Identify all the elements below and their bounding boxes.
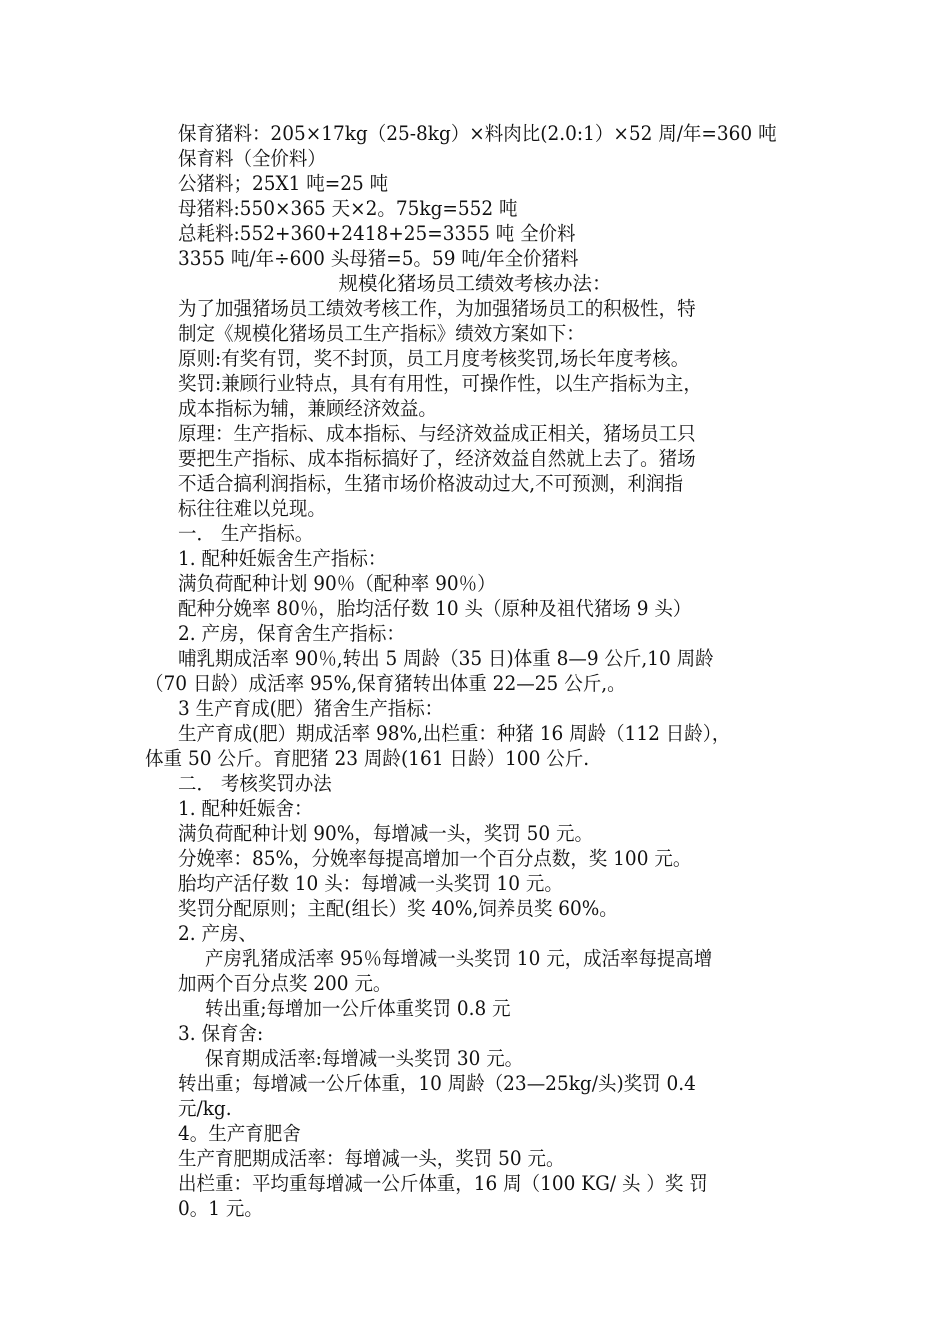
text-line: 哺乳期成活率 90％,转出 5 周龄（35 日)体重 8—9 公斤,10 周龄 (178, 647, 714, 670)
text-line: 3355 吨/年÷600 头母猪=5。59 吨/年全价猪料 (178, 247, 579, 270)
text-line: 分娩率：85%，分娩率每提高增加一个百分点数，奖 100 元。 (178, 847, 692, 870)
subsection-heading: 2. 产房，保育舍生产指标： (178, 622, 405, 645)
text-line: 奖罚分配原则；主配(组长）奖 40%,饲养员奖 60%。 (178, 897, 618, 920)
text-line: 体重 50 公斤。育肥猪 23 周龄(161 日龄）100 公斤. (145, 747, 590, 770)
subsection-heading: 3. 保育舍: (178, 1022, 264, 1045)
section-heading: 一． 生产指标。 (178, 522, 314, 545)
text-line: 公猪料；25X1 吨=25 吨 (178, 172, 389, 195)
text-line: 保育猪料：205×17kg（25-8kg）×料肉比(2.0:1）×52 周/年=360 吨 (178, 122, 777, 145)
text-line: 元/kg. (178, 1097, 232, 1120)
text-line: 原理：生产指标、成本指标、与经济效益成正相关，猪场员工只 (178, 422, 696, 445)
text-line: 转出重；每增减一公斤体重，10 周龄（23—25kg/头)奖罚 0.4 (178, 1072, 696, 1095)
text-line: 奖罚:兼顾行业特点，具有有用性，可操作性，以生产指标为主， (178, 372, 702, 395)
text-line: 0。1 元。 (178, 1197, 263, 1220)
text-line: （70 日龄）成活率 95%,保育猪转出体重 22—25 公斤,。 (145, 672, 626, 695)
text-line: 标往往难以兑现。 (178, 497, 326, 520)
subsection-heading: 4。生产育肥舍 (178, 1122, 301, 1145)
text-line: 总耗料:552+360+2418+25=3355 吨 全价料 (178, 222, 576, 245)
subsection-heading: 1. 配种妊娠舍： (178, 797, 313, 820)
subsection-heading: 1. 配种妊娠舍生产指标： (178, 547, 387, 570)
text-line: 配种分娩率 80％，胎均活仔数 10 头（原种及祖代猪场 9 头） (178, 597, 692, 620)
text-line: 生产育肥期成活率：每增减一头，奖罚 50 元。 (178, 1147, 565, 1170)
document-body (0, 121, 950, 1221)
text-line: 产房乳猪成活率 95％每增减一头奖罚 10 元，成活率每提高增 (205, 947, 713, 970)
text-line: 为了加强猪场员工绩效考核工作，为加强猪场员工的积极性，特 (178, 297, 696, 320)
text-line: 原则:有奖有罚，奖不封顶，员工月度考核奖罚,场长年度考核。 (178, 347, 690, 370)
section-heading: 二． 考核奖罚办法 (178, 772, 332, 795)
text-line: 加两个百分点奖 200 元。 (178, 972, 392, 995)
text-line: 制定《规模化猪场员工生产指标》绩效方案如下： (178, 322, 585, 345)
subsection-heading: 3 生产育成(肥）猪舍生产指标： (178, 697, 444, 720)
text-line: 要把生产指标、成本指标搞好了，经济效益自然就上去了。猪场 (178, 447, 696, 470)
text-line: 成本指标为辅，兼顾经济效益。 (178, 397, 437, 420)
text-line: 转出重;每增加一公斤体重奖罚 0.8 元 (205, 997, 511, 1020)
text-line: 胎均产活仔数 10 头：每增减一头奖罚 10 元。 (178, 872, 563, 895)
text-line: 满负荷配种计划 90％（配种率 90％） (178, 572, 496, 595)
text-line: 保育料（全价料） (178, 147, 326, 170)
text-line: 母猪料:550×365 天×2。75kg=552 吨 (178, 197, 518, 220)
text-line: 满负荷配种计划 90%，每增减一头，奖罚 50 元。 (178, 822, 594, 845)
subsection-heading: 2. 产房、 (178, 922, 257, 945)
section-title: 规模化猪场员工绩效考核办法： (338, 272, 612, 295)
text-line: 生产育成(肥）期成活率 98%,出栏重：种猪 16 周龄（112 日龄）， (178, 722, 731, 745)
text-line: 不适合搞利润指标，生猪市场价格波动过大,不可预测，利润指 (178, 472, 684, 495)
text-line: 出栏重：平均重每增减一公斤体重，16 周（100 KG/ 头 ）奖 罚 (178, 1172, 708, 1195)
text-line: 保育期成活率:每增减一头奖罚 30 元。 (205, 1047, 524, 1070)
